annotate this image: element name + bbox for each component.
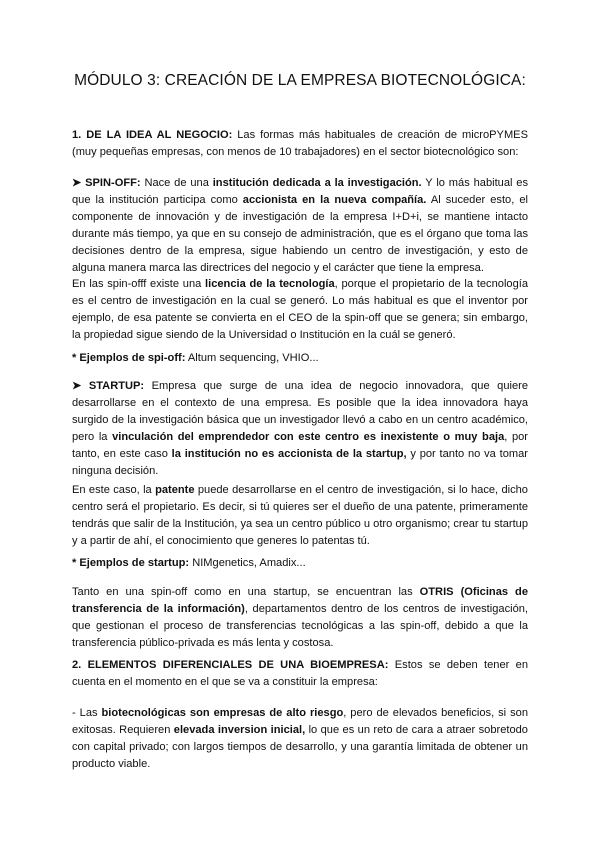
paragraph-text: Nace de una bbox=[140, 177, 213, 189]
bold-phrase: elevada inversion inicial, bbox=[173, 724, 306, 736]
paragraph-text: lo que es un reto de cara a atraer sobretodo con capital privado; con largos tiempos de desarrollo, y una garantía limitada de obtener un producto viable. bbox=[72, 724, 528, 770]
bold-phrase: vinculación del emprendedor con este centro es inexistente o muy baja bbox=[112, 431, 505, 443]
item-heading: ➤ SPIN-OFF: bbox=[72, 177, 141, 189]
paragraph-text: NIMgenetics, Amadix... bbox=[189, 557, 306, 569]
section-heading: 1. DE LA IDEA AL NEGOCIO: bbox=[72, 129, 233, 141]
paragraph-text: Altum sequencing, VHIO... bbox=[185, 352, 319, 364]
paragraph-otris bbox=[72, 584, 528, 652]
paragraph-text: , por tanto, en este caso bbox=[72, 431, 528, 460]
paragraph-text: , porque el propietario de la tecnología es el centro de investigación en la cual se generó. Lo más habitual es que el inventor por ejemplo, de esa patente se convierta en el CEO de la spin-off que se genera; sin embargo, la propiedad sigue siendo de la Universidad o Institución en la cuál se generó. bbox=[72, 278, 529, 341]
paragraph-text: Estos se deben tener en cuenta en el momento en el que se va a constituir la empresa: bbox=[72, 659, 528, 688]
bold-phrase: licencia de la tecnología bbox=[205, 278, 335, 290]
paragraph-idea-negocio bbox=[72, 127, 528, 161]
bold-phrase: biotecnológicas son empresas de alto riesgo bbox=[101, 707, 344, 719]
paragraph-text: En las spin-offf existe una bbox=[72, 278, 206, 290]
paragraph-text: , pero de elevados beneficios, si son exitosas. Requieren bbox=[72, 707, 528, 736]
paragraph-alto-riesgo bbox=[72, 705, 528, 773]
paragraph-text: , departamentos dentro de los centros de investigación, que gestionan el proceso de transferencias tecnológicas a las spin-off, debido a que la transferencia público-privada es más lenta y costosa. bbox=[72, 603, 528, 649]
bold-phrase: * Ejemplos de spi-off: bbox=[72, 352, 186, 364]
section-heading: 2. ELEMENTOS DIFERENCIALES DE UNA BIOEMPRESA: bbox=[72, 659, 389, 671]
paragraph-ejemplos-startup bbox=[72, 555, 528, 572]
paragraph-text: puede desarrollarse en el centro de investigación, si lo hace, dicho centro será el propietario. Es decir, si tú quieres ser el dueño de una patente, primeramente tendrás que salir de la Institución, ya sea un centro público u otro organismo; crear tu startup y a partir de ahí, el conocimiento que generes lo patentas tú. bbox=[72, 484, 528, 547]
paragraph-text: - Las bbox=[72, 707, 102, 719]
bold-phrase: accionista en la nueva compañía. bbox=[242, 194, 427, 206]
paragraph-text: Tanto en una spin-off como en una startup, se encuentran las bbox=[72, 586, 420, 598]
paragraph-licencia bbox=[72, 276, 528, 344]
paragraph-patente bbox=[72, 482, 528, 550]
paragraph-spin-off bbox=[72, 175, 528, 277]
bold-phrase: la institución no es accionista de la startup, bbox=[171, 448, 407, 460]
paragraph-elementos-diferenciales bbox=[72, 657, 528, 691]
paragraph-startup bbox=[72, 378, 528, 480]
bold-phrase: patente bbox=[155, 484, 195, 496]
bold-phrase: institución dedicada a la investigación. bbox=[212, 177, 422, 189]
paragraph-text: Al suceder esto, el componente de innovación y de investigación de la empresa I+D+i, se mantiene intacto durante más tiempo, ya que en su consejo de administración, que es el órgano que toma las decisiones dentro de la empresa, sigue habiendo un centro de investigación, y esto de alguna manera marca las directrices del negocio y el carácter que tiene la empresa. bbox=[72, 194, 528, 274]
bold-phrase: OTRIS (Oficinas de transferencia de la información) bbox=[72, 586, 528, 615]
paragraph-text: En este caso, la bbox=[72, 484, 156, 496]
page-title: MÓDULO 3: CREACIÓN DE LA EMPRESA BIOTECNOLÓGICA: bbox=[74, 72, 526, 89]
paragraph-ejemplos-spin-off bbox=[72, 350, 528, 367]
item-heading: ➤ STARTUP: bbox=[72, 380, 145, 392]
bold-phrase: * Ejemplos de startup: bbox=[72, 557, 190, 569]
paragraph-text: Y lo más habitual es que la institución participa como bbox=[72, 177, 529, 206]
paragraph-text: y por tanto no va tomar ninguna decisión. bbox=[72, 448, 528, 477]
paragraph-text: Empresa que surge de una idea de negocio innovadora, que quiere desarrollarse en el contexto de una empresa. Es posible que la idea innovadora haya surgido de la investigación básica que un investigador llevó a cabo en un centro académico, pero la bbox=[72, 380, 528, 443]
paragraph-text: Las formas más habituales de creación de microPYMES (muy pequeñas empresas, con menos de 10 trabajadores) en el sector biotecnológico son: bbox=[72, 129, 528, 158]
